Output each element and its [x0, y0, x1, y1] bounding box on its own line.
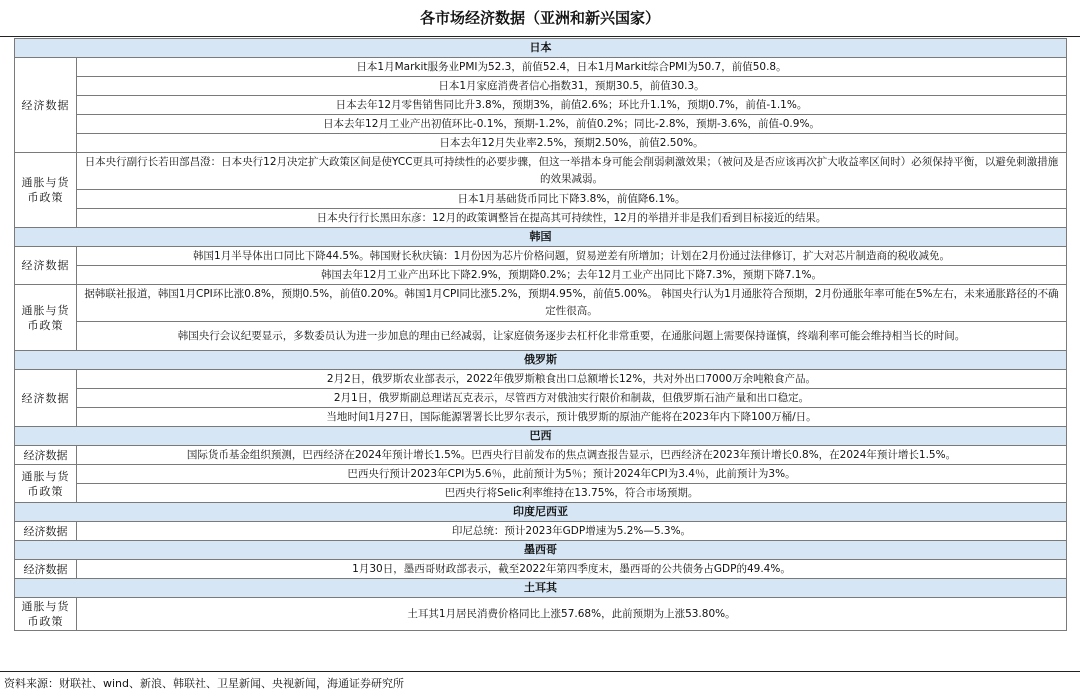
section-header-korea: [15, 228, 1067, 247]
section-header-indonesia: [15, 503, 1067, 522]
table-row: [15, 58, 1067, 77]
table-row: [15, 266, 1067, 285]
row-label-economic-data: 经济数据: [15, 522, 77, 541]
table-row: [15, 370, 1067, 389]
table-row: [15, 522, 1067, 541]
row-content: 2月1日，俄罗斯副总理诺瓦克表示，尽管西方对俄油实行限价和制裁，但俄罗斯石油产量和出口稳定。: [77, 389, 1067, 408]
row-label-monetary-policy: 通胀与货币政策: [15, 285, 77, 351]
source-note: 资料来源：财联社、wind、新浪、韩联社、卫星新闻、央视新闻，海通证券研究所: [0, 671, 1080, 696]
row-content: 2月2日，俄罗斯农业部表示，2022年俄罗斯粮食出口总额增长12%，共对外出口7000万余吨粮食产品。: [77, 370, 1067, 389]
row-content: 韩国1月半导体出口同比下降44.5%。韩国财长秋庆镐：1月份因为芯片价格问题，贸易逆差有所增加；计划在2月份通过法律修订，扩大对芯片制造商的税收减免。: [77, 247, 1067, 266]
table-row: [15, 285, 1067, 322]
row-content: 土耳其1月居民消费价格同比上涨57.68%，此前预期为上涨53.80%。: [77, 598, 1067, 631]
market-data-table: [14, 38, 1067, 631]
table-row: [15, 446, 1067, 465]
table-row: [15, 115, 1067, 134]
table-row: [15, 96, 1067, 115]
section-title: 墨西哥: [15, 541, 1067, 560]
table-row: [15, 389, 1067, 408]
row-label-economic-data: 经济数据: [15, 247, 77, 285]
row-content: 印尼总统：预计2023年GDP增速为5.2%—5.3%。: [77, 522, 1067, 541]
row-label-economic-data: 经济数据: [15, 58, 77, 153]
table-row: [15, 134, 1067, 153]
table-row: [15, 77, 1067, 96]
page-title: 各市场经济数据（亚洲和新兴国家）: [0, 0, 1080, 37]
row-label-monetary-policy: 通胀与货币政策: [15, 598, 77, 631]
section-title: 俄罗斯: [15, 351, 1067, 370]
section-header-russia: [15, 351, 1067, 370]
row-label-economic-data: 经济数据: [15, 370, 77, 427]
section-title: 日本: [15, 39, 1067, 58]
row-content: 1月30日，墨西哥财政部表示，截至2022年第四季度末，墨西哥的公共债务占GDP的49.4%。: [77, 560, 1067, 579]
row-content: 日本央行行长黑田东彦：12月的政策调整旨在提高其可持续性，12月的举措并非是我们看到目标接近的结果。: [77, 209, 1067, 228]
section-header-turkey: [15, 579, 1067, 598]
row-content: 日本1月Markit服务业PMI为52.3，前值52.4，日本1月Markit综合PMI为50.7，前值50.8。: [77, 58, 1067, 77]
row-label-economic-data: 经济数据: [15, 446, 77, 465]
table-row: [15, 247, 1067, 266]
section-title: 韩国: [15, 228, 1067, 247]
section-title: 印度尼西亚: [15, 503, 1067, 522]
table-row: [15, 209, 1067, 228]
section-title: 巴西: [15, 427, 1067, 446]
row-content: 日本央行副行长若田部昌澄：日本央行12月决定扩大政策区间是使YCC更具可持续性的必要步骤，但这一举措本身可能会削弱刺激效果；（被问及是否应该再次扩大收益率区间时）必须保持平衡，以避免刺激措施的效果减弱。: [77, 153, 1067, 190]
row-content: 据韩联社报道，韩国1月CPI环比涨0.8%，预期0.5%，前值0.20%。韩国1月CPI同比涨5.2%，预期4.95%，前值5.00%。 韩国央行认为1月通胀符合预期，2月份通胀年率可能在5%左右，未来通胀路径的不确定性很高。: [77, 285, 1067, 322]
row-content: 当地时间1月27日，国际能源署署长比罗尔表示，预计俄罗斯的原油产能将在2023年内下降100万桶/日。: [77, 408, 1067, 427]
row-content: 日本去年12月工业产出初值环比-0.1%，预期-1.2%，前值0.2%；同比-2.8%，预期-3.6%，前值-0.9%。: [77, 115, 1067, 134]
table-row: [15, 153, 1067, 190]
row-label-monetary-policy: 通胀与货币政策: [15, 465, 77, 503]
row-content: 日本1月家庭消费者信心指数31，预期30.5，前值30.3。: [77, 77, 1067, 96]
table-row: [15, 190, 1067, 209]
table-row: [15, 560, 1067, 579]
section-title: 土耳其: [15, 579, 1067, 598]
row-content: 日本去年12月零售销售同比升3.8%，预期3%，前值2.6%；环比升1.1%，预期0.7%，前值-1.1%。: [77, 96, 1067, 115]
row-label-monetary-policy: 通胀与货币政策: [15, 153, 77, 228]
row-label-economic-data: 经济数据: [15, 560, 77, 579]
row-content: 巴西央行将Selic利率维持在13.75%，符合市场预期。: [77, 484, 1067, 503]
section-header-brazil: [15, 427, 1067, 446]
row-content: 日本去年12月失业率2.5%，预期2.50%，前值2.50%。: [77, 134, 1067, 153]
row-content: 国际货币基金组织预测，巴西经济在2024年预计增长1.5%。巴西央行目前发布的焦点调查报告显示，巴西经济在2023年预计增长0.8%，在2024年预计增长1.5%。: [77, 446, 1067, 465]
table-row: [15, 408, 1067, 427]
row-content: 韩国去年12月工业产出环比下降2.9%，预期降0.2%；去年12月工业产出同比下降7.3%，预期下降7.1%。: [77, 266, 1067, 285]
table-row: [15, 598, 1067, 631]
section-header-japan: [15, 39, 1067, 58]
section-header-mexico: [15, 541, 1067, 560]
table-row: [15, 465, 1067, 484]
row-content: 日本1月基础货币同比下降3.8%，前值降6.1%。: [77, 190, 1067, 209]
row-content: 巴西央行预计2023年CPI为5.6％，此前预计为5％；预计2024年CPI为3.4％，此前预计为3%。: [77, 465, 1067, 484]
table-row: [15, 322, 1067, 351]
table-row: [15, 484, 1067, 503]
row-content: 韩国央行会议纪要显示，多数委员认为进一步加息的理由已经减弱，让家庭债务逐步去杠杆化非常重要，在通胀问题上需要保持谨慎，终端利率可能会维持相当长的时间。: [77, 322, 1067, 351]
